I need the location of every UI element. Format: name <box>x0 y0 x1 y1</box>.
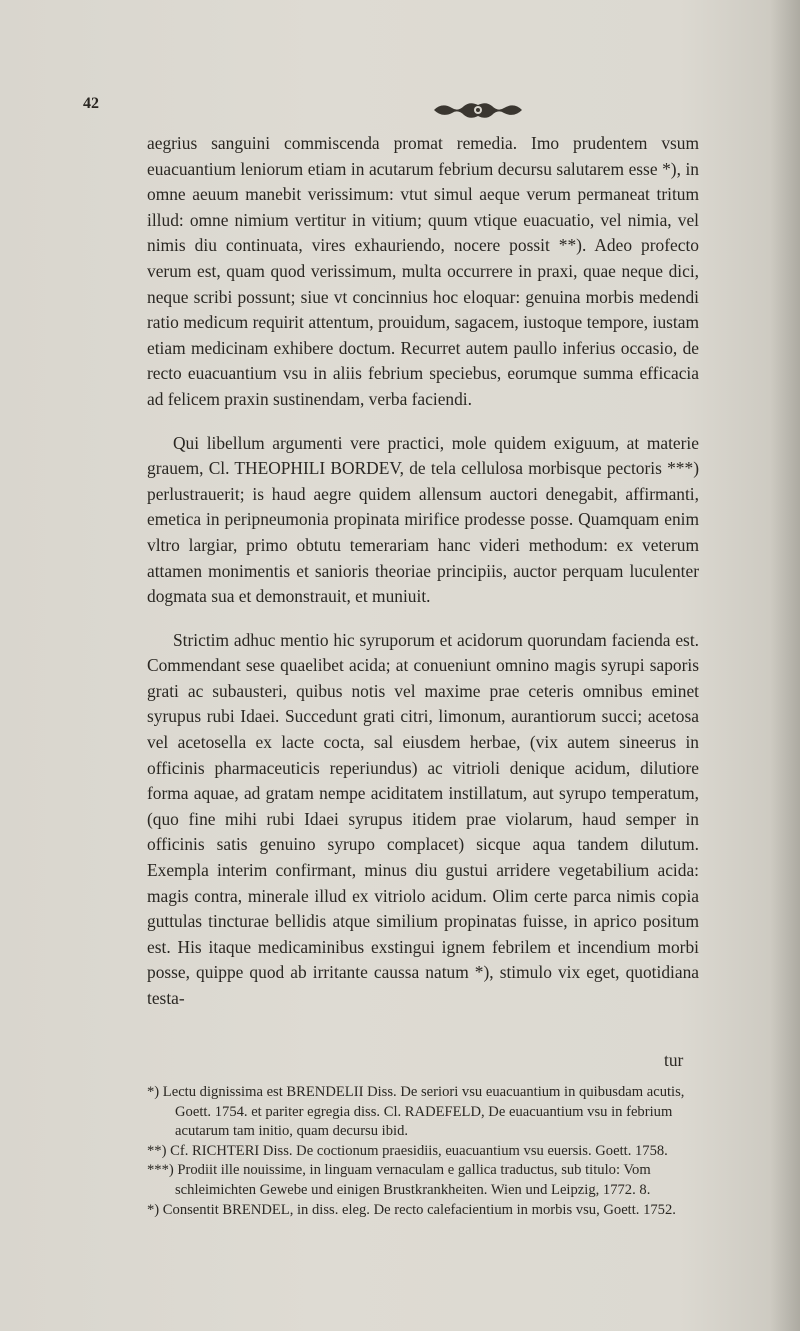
paragraph: aegrius sanguini commiscenda promat remedia. Imo prudentem vsum euacuantium leniorum etiam in acutarum febrium decursu salutarem esse *), in omne aeuum manebit verissimum: vtut simul aeque verum permaneat tritum illud: omne nimium vertitur in vitium; quum vtique euacuatio, vel nimia, vel nimis diu continuata, vires exhauriendo, nocere possit **). Adeo profecto verum est, quam quod verissimum, multa occurrere in praxi, quae neque dici, neque scribi possunt; siue vt concinnius hoc eloquar: genuina morbis medendi ratio medicum requirit attentum, prouidum, sagacem, iustoque tempore, iustam etiam medicinam exhibere doctum. Recurret autem paullo inferius occasio, de recto euacuantium vsu in aliis febrium speciebus, eorumque summa efficacia ad felicem praxin sustinendam, verba faciendi. <box>147 133 699 409</box>
footnote: **) Cf. RICHTERI Diss. De coctionum praesidiis, euacuantium vsu euersis. Goett. 1758. <box>147 1142 668 1159</box>
page-number: 42 <box>83 95 99 112</box>
footnotes <box>147 1083 707 1220</box>
page-header <box>80 95 680 125</box>
footnote: ***) Prodiit ille nouissime, in linguam vernaculam e gallica traductus, sub titulo: Vom schleimichten Gewebe und einigen Brustkrankheiten. Wien und Leipzig, 1772. 8. <box>147 1162 651 1198</box>
paragraph: Strictim adhuc mentio hic syruporum et acidorum quorundam facienda est. Commendant sese quaelibet acida; at conueniunt omnino magis syrupi saporis grati ac subausteri, quibus notis vel maxime prae ceteris omnibus eminet syrupus rubi Idaei. Succedunt grati citri, limonum, aurantiorum succi; acetosa vel acetosella ex lacte cocta, sal eiusdem herbae, (vix autem sineerus in officinis pharmaceuticis reperiundus) ac vitrioli denique acidum, dilutiore forma aquae, ad gratam nempe aciditatem instillatum, aut syrupo temperatum, (quo fine mihi rubi Idaei syrupus itidem prae violarum, haud semper in officinis satis genuino syrupo complacet) sicque aqua tandem dilutum. Exempla interim confirmant, minus diu gustui arridere vegetabilium acida: magis contra, minerale illud ex vitriolo acidum. Olim certe parca nimis copia guttulas tincturae bellidis atque similium propinatas fuisse, in aprico positum est. His itaque medicaminibus exstingui ignem febrilem et incendium morbi posse, quippe quod ab irritante caussa natum *), stimulo vix eget, quotidiana testa- <box>147 629 699 1008</box>
main-text <box>147 131 699 1012</box>
catchword: tur <box>664 1050 684 1070</box>
footnote: *) Consentit BRENDEL, in diss. eleg. De recto calefacientium in morbis vsu, Goett. 1752. <box>147 1201 676 1218</box>
paragraph: Qui libellum argumenti vere practici, mole quidem exiguum, at materie grauem, Cl. THEOPHILI BORDEV, de tela cellulosa morbisque pectoris ***) perlustrauerit; is haud aegre quidem allensum auctori denegabit, affirmanti, emetica in peripneumonia propinata mirifice prodesse posse. Quamquam enim vltro largiar, primo obtutu temerariam hanc videri methodum: ex veterum attamen monimentis et sanioris theoriae principiis, auctor perquam luculenter dogmata sua et demonstrauit, et muniuit. <box>147 432 699 607</box>
footnote: *) Lectu dignissima est BRENDELII Diss. De seriori vsu euacuantium in quibusdam acutis, Goett. 1754. et pariter egregia diss. Cl. RADEFELD, De euacuantium vsu in febrium acutarum tam initio, quam decursu ibid. <box>147 1084 685 1140</box>
printer-ornament-icon <box>432 99 524 121</box>
page-edge-shadow <box>770 0 800 1331</box>
